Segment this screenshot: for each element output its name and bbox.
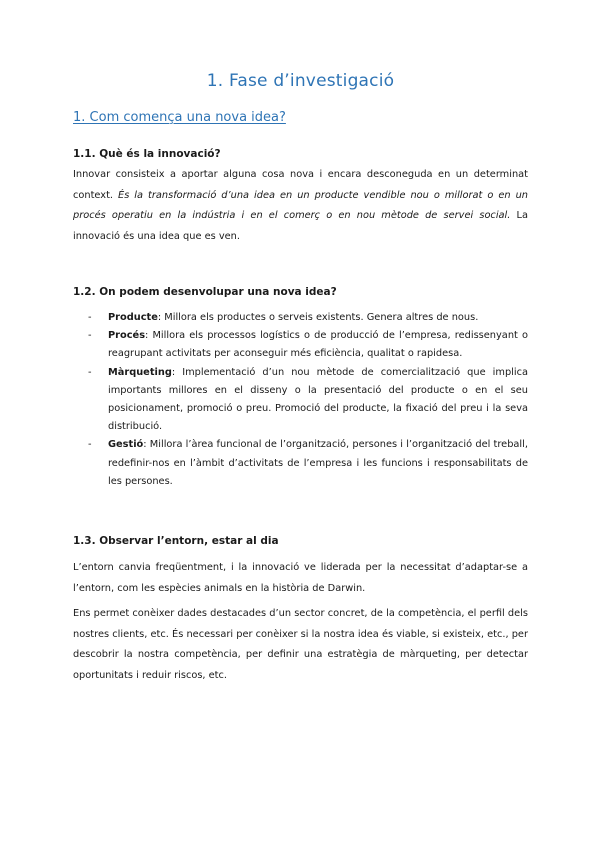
list-item-term: Procés [108,330,146,342]
list-item-term: Producte [108,312,158,323]
list-item-text: : Millora l’àrea funcional de l’organització, persones i l’organització del treball, redefinir-nos en l’àmbit d’activitats de l’empresa i les funcions i responsabilitats de les persones. [108,439,528,487]
list-item-text: : Millora els productes o serveis existents. Genera altres de nous. [157,312,479,323]
environment-paragraph-2: Ens permet conèixer dades destacades d’un sector concret, de la competència, el perfil dels nostres clients, etc. És necessari per conèixer si la nostra idea és viable, si existeix, etc., per descobrir la nostra competència, per definir una estratègia de màrqueting, per detectar oportunitats i reduir riscos, etc. [73,608,528,681]
definition-text-italic: És la transformació d’una idea en un producte vendible nou o millorat o en un procés operatiu en la indústria i en el comerç o en nou mètode de servei social. [73,189,528,221]
subsection-heading-1-1: 1.1. Què és la innovació? [73,148,221,160]
definition-text-end: La innovació és una idea que es ven. [73,210,528,242]
subsection-heading-1-3: 1.3. Observar l’entorn, estar al dia [73,535,279,547]
document-title: 1. Fase d’investigació [206,71,395,91]
section-heading: 1. Com comença una nova idea? [73,110,286,125]
environment-paragraph-1: L’entorn canvia freqüentment, i la innovació ve liderada per la necessitat d’adaptar-se a l’entorn, com les espècies animals en la història de Darwin. [73,562,528,594]
list-item-proces [73,327,528,363]
list-dash: - [88,366,92,378]
list-item-marqueting [73,364,528,437]
list-dash: - [88,439,92,451]
subsection-heading-1-2: 1.2. On podem desenvolupar una nova idea? [73,286,337,298]
list-item-text: : Implementació d’un nou mètode de comercialització que implica importants millores en el disseny o la presentació del producte o en el seu posicionament, promoció o preu. Promoció del producte, la fixació del preu i la seva distribució. [108,366,528,433]
innovation-definition-paragraph [73,165,528,247]
list-dash: - [88,312,92,323]
list-item-gestio [73,436,528,491]
innovation-areas-list [73,309,528,491]
list-item-term: Gestió [108,439,144,451]
definition-text-start: Innovar consisteix a aportar alguna cosa nova i encara desconeguda en un determinat context. [73,169,528,201]
list-item-term: Màrqueting [108,366,172,378]
list-dash: - [88,330,92,342]
list-item-text: : Millora els processos logístics o de producció de l’empresa, redissenyant o reagrupant activitats per aconseguir més eficiència, qualitat o rapidesa. [108,330,528,360]
list-item-producte [73,309,528,327]
